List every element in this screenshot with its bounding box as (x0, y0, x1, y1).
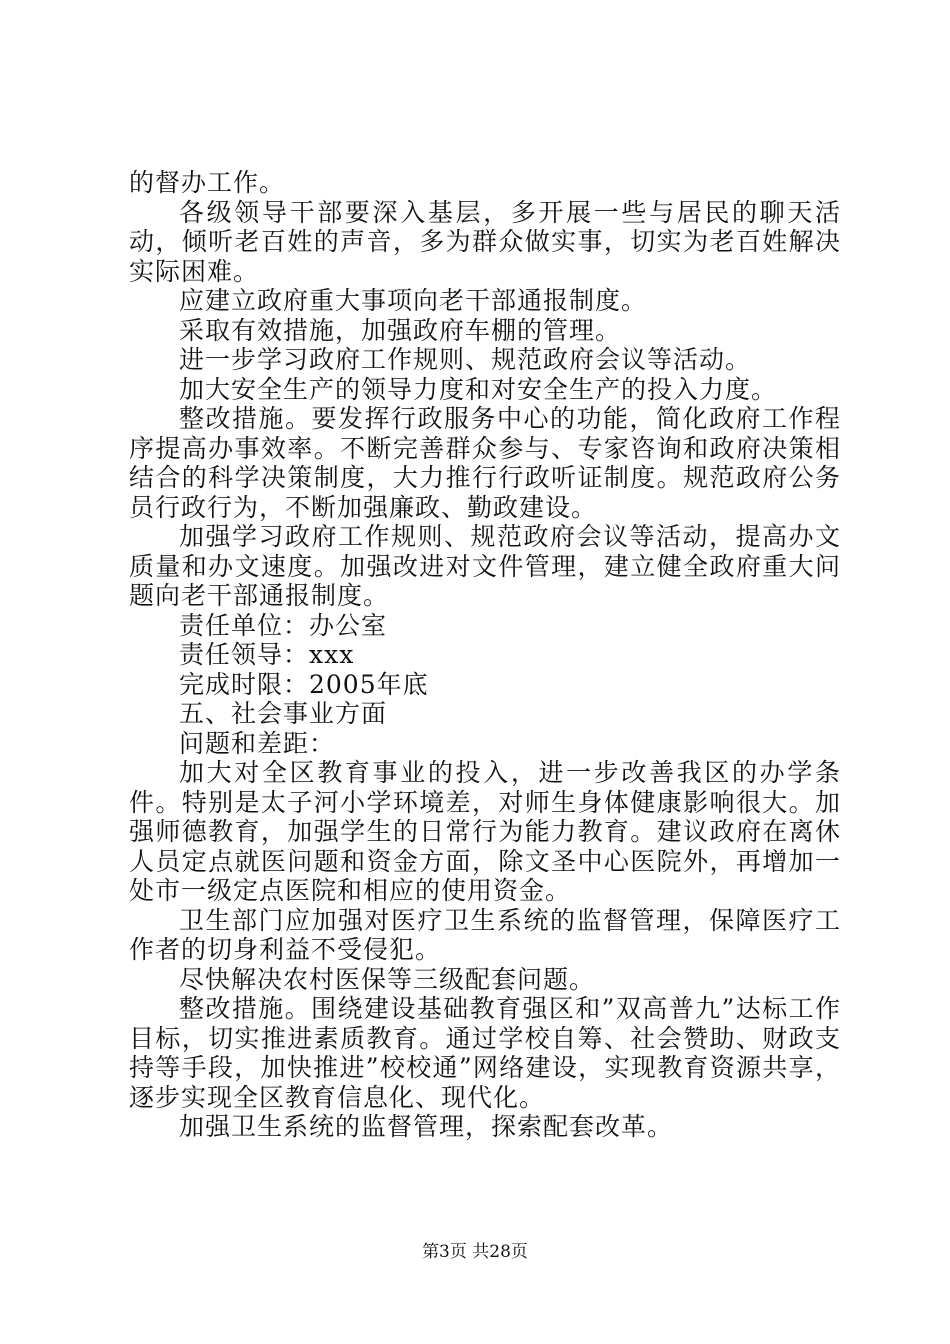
paragraph: 加强卫生系统的监督管理，探索配套改革。 (179, 1112, 674, 1141)
paragraph: 问题和差距： (179, 728, 336, 758)
paragraph: 整改措施。围绕建设基础教育强区和”双高普九”达标工作目标，切实推进素质教育。通过学校自筹、社会赞助、财政支持等手段，加快推进”校校通”网络建设，实现教育资源共享，逐步实现全区教育信息化、现代化。 (129, 994, 841, 1112)
paragraph: 加强学习政府工作规则、规范政府会议等活动，提高办文质量和办文速度。加强改进对文件管理，建立健全政府重大问题向老干部通报制度。 (129, 522, 841, 610)
paragraph: 责任领导：xxx (179, 640, 355, 669)
section-heading: 五、社会事业方面 (179, 699, 388, 728)
page-footer (0, 1241, 950, 1263)
paragraph: 整改措施。要发挥行政服务中心的功能，简化政府工作程序提高办事效率。不断完善群众参与、专家咨询和政府决策相结合的科学决策制度，大力推行行政听证制度。规范政府公务员行政行为，不断加强廉政、勤政建设。 (129, 404, 841, 522)
paragraph: 进一步学习政府工作规则、规范政府会议等活动。 (179, 345, 752, 374)
paragraph: 加大对全区教育事业的投入，进一步改善我区的办学条件。特别是太子河小学环境差，对师生身体健康影响很大。加强师德教育，加强学生的日常行为能力教育。建议政府在离休人员定点就医问题和资金方面，除文圣中心医院外，再增加一处市一级定点医院和相应的使用资金。 (129, 758, 841, 905)
paragraph: 加大安全生产的领导力度和对安全生产的投入力度。 (179, 374, 778, 404)
document-body (129, 168, 841, 1142)
paragraph: 各级领导干部要深入基层，多开展一些与居民的聊天活动，倾听老百姓的声音，多为群众做实事，切实为老百姓解决实际困难。 (129, 197, 841, 286)
paragraph: 采取有效措施，加强政府车棚的管理。 (179, 315, 622, 345)
paragraph: 的督办工作。 (129, 168, 286, 197)
paragraph: 尽快解决农村医保等三级配套问题。 (179, 964, 596, 994)
paragraph: 应建立政府重大事项向老干部通报制度。 (179, 286, 648, 315)
paragraph: 责任单位：办公室 (179, 610, 388, 640)
paragraph: 完成时限：2005年底 (179, 669, 429, 699)
paragraph: 卫生部门应加强对医疗卫生系统的监督管理，保障医疗工作者的切身利益不受侵犯。 (129, 905, 841, 964)
page-number: 第3页 共28页 (422, 1242, 528, 1262)
